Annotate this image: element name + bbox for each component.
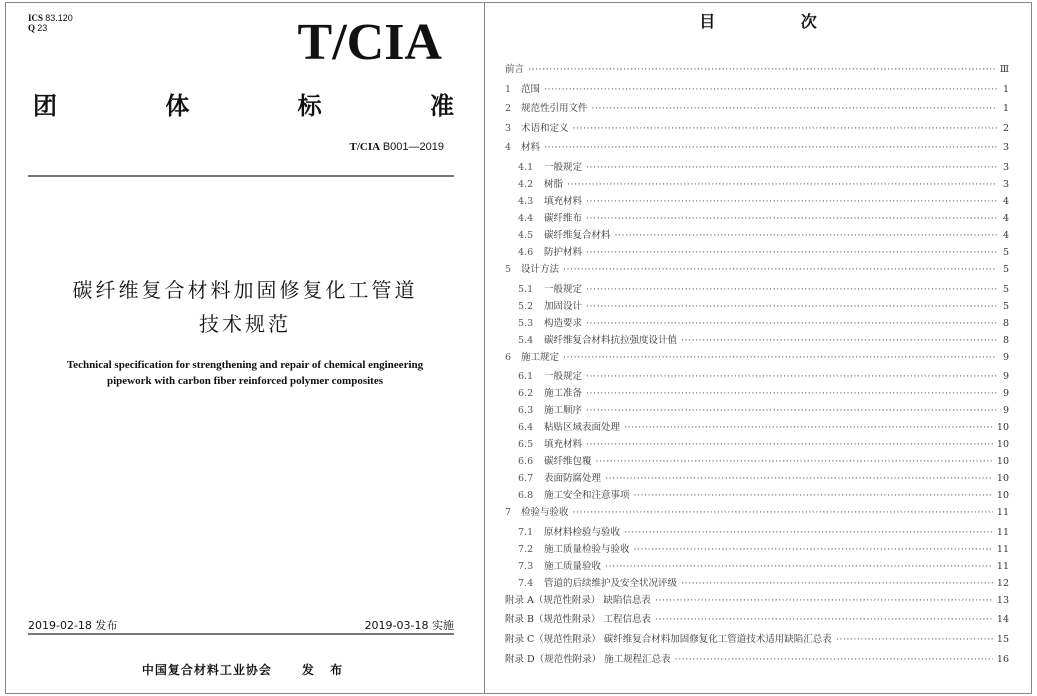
ics-code: 83.120 [45, 13, 73, 23]
toc-entry-page: 5 [1002, 263, 1009, 275]
publish-word: 发 布 [301, 663, 349, 677]
toc-entry-number: 6.8 [518, 490, 534, 502]
q-label: Q [28, 23, 36, 33]
leader-dots [605, 561, 993, 572]
toc-entry-label: 碳纤维包覆 [544, 456, 592, 468]
leader-dots [586, 284, 997, 295]
toc-entry-page: 1 [1002, 103, 1009, 115]
toc-entry-label: 表面防腐处理 [544, 473, 602, 485]
toc-entry-number: 6.5 [518, 439, 534, 451]
toc-entry-label: 原材料检验与验收 [544, 526, 621, 538]
toc-entry[interactable] [505, 81, 1009, 101]
leader-dots [675, 654, 993, 665]
toc-entry-page: 8 [1002, 317, 1009, 329]
toc-entry-label: 填充材料 [544, 439, 583, 451]
toc-entry-number: 6.7 [518, 473, 534, 485]
toc-entry-label: 施工顺序 [544, 405, 583, 417]
leader-dots [586, 318, 997, 329]
toc-entry-label: 一般规定 [544, 161, 583, 173]
category-char: 团 [33, 92, 57, 120]
leader-dots [586, 196, 997, 207]
leader-dots [624, 422, 993, 433]
toc-entry[interactable] [505, 436, 1009, 453]
toc-entry-number: 7.4 [518, 577, 534, 589]
toc-entry-label: 施工质量验收 [544, 560, 602, 572]
toc-entry-label: 材料 [521, 142, 541, 154]
toc-entry[interactable] [505, 558, 1009, 575]
leader-dots [655, 614, 993, 625]
toc-entry-label: 施工规定 [521, 351, 560, 363]
ics-label: ICS [28, 13, 44, 23]
toc-entry-label: 检验与验收 [521, 507, 569, 519]
toc-entry-label: 管道的后续维护及安全状况评级 [544, 577, 678, 589]
classification-codes [28, 13, 73, 33]
toc-entry-page: 16 [996, 653, 1009, 665]
toc-entry[interactable] [505, 487, 1009, 504]
standard-prefix: T/CIA [349, 141, 381, 153]
toc-entry-label: 附录 B（规范性附录） 工程信息表 [505, 614, 652, 626]
toc-entry-label: 树脂 [544, 178, 564, 190]
toc-title: 目 次 [699, 12, 857, 31]
toc-entry-number: 1 [505, 83, 512, 95]
toc-entry[interactable] [505, 210, 1009, 227]
toc-entry-page: 11 [996, 526, 1009, 538]
toc-entry[interactable] [505, 176, 1009, 193]
toc-entry-label: 术语和定义 [521, 122, 569, 134]
toc-entry[interactable] [505, 61, 1009, 81]
leader-dots [586, 405, 997, 416]
toc-page [484, 2, 1032, 694]
title-cn-line1: 碳纤维复合材料加固修复化工管道 [72, 278, 418, 302]
toc-entry-label: 前言 [505, 64, 525, 75]
cover-page [5, 2, 485, 694]
toc-entry-label: 规范性引用文件 [521, 103, 588, 115]
toc-entry-number: 6.4 [518, 422, 534, 434]
toc-entry-label: 一般规定 [544, 371, 583, 383]
standard-code: B001—2019 [382, 141, 444, 153]
toc-entry-page: 11 [996, 560, 1009, 572]
leader-dots [528, 64, 996, 75]
toc-entry[interactable] [505, 592, 1009, 612]
toc-entry[interactable] [505, 504, 1009, 524]
leader-dots [681, 578, 993, 589]
toc-entry-label: 加固设计 [544, 300, 583, 312]
q-code: 23 [37, 23, 48, 33]
toc-entry-page: 4 [1002, 229, 1009, 241]
leader-dots [563, 264, 997, 275]
leader-dots [586, 439, 993, 450]
leader-dots [573, 507, 993, 518]
toc-entry-number: 4.5 [518, 229, 534, 241]
toc-entry-page: 10 [996, 422, 1009, 434]
leader-dots [634, 490, 993, 501]
toc-entry-label: 范围 [521, 83, 541, 95]
toc-entry-number: 6.1 [518, 371, 534, 383]
toc-entry-number: 3 [505, 122, 512, 134]
dates-row [28, 617, 454, 633]
title-cn-line2: 技术规范 [199, 312, 291, 336]
toc-entry-label: 碳纤维复合材料抗拉强度设计值 [544, 334, 678, 346]
toc-entry-label: 碳纤维复合材料 [544, 229, 611, 241]
toc-entry-page: 4 [1002, 212, 1009, 224]
toc-entry-page: 2 [1002, 122, 1009, 134]
toc-entry-page: 5 [1002, 246, 1009, 258]
toc-entry-number: 5.3 [518, 317, 534, 329]
toc-entry-page: 12 [996, 577, 1009, 589]
toc-entry-page: 5 [1002, 283, 1009, 295]
toc-entry[interactable] [505, 385, 1009, 402]
toc-entry-page: 11 [996, 543, 1009, 555]
toc-entry-label: 碳纤维布 [544, 212, 583, 224]
leader-dots [655, 595, 993, 606]
leader-dots [573, 123, 997, 134]
implement-date: 2019-03-18 实施 [364, 619, 454, 632]
leader-dots [836, 634, 993, 645]
toc-entry-number: 7.1 [518, 526, 534, 538]
toc-entry-page: 9 [1002, 351, 1009, 363]
toc-entry-label: 设计方法 [521, 263, 560, 275]
toc-entry-number: 6 [505, 351, 512, 363]
leader-dots [586, 162, 997, 173]
leader-dots [586, 301, 997, 312]
toc-entry-page: 14 [996, 614, 1009, 626]
toc-entry-number: 6.3 [518, 405, 534, 417]
toc-entry-label: 粘贴区域表面处理 [544, 422, 621, 434]
toc-entry[interactable] [505, 651, 1009, 671]
toc-entry-page: 1 [1002, 83, 1009, 95]
leader-dots [544, 84, 997, 95]
toc-entry[interactable] [505, 575, 1009, 592]
toc-entry-page: 15 [996, 633, 1009, 645]
toc-entry[interactable] [505, 193, 1009, 210]
toc-entry-number: 5.1 [518, 283, 534, 295]
toc-entry-page: 9 [1002, 388, 1009, 400]
leader-dots [586, 213, 997, 224]
toc-entry[interactable] [505, 470, 1009, 487]
toc-entry-page: 4 [1002, 195, 1009, 207]
title-en-line1: Technical specification for strengthening and repair of chemical engineering [66, 359, 424, 371]
toc-entry-label: 一般规定 [544, 283, 583, 295]
toc-entry-label: 附录 A（规范性附录） 缺陷信息表 [505, 594, 651, 606]
toc-entry-label: 填充材料 [544, 195, 583, 207]
toc-entry-label: 施工准备 [544, 388, 583, 400]
toc-entry[interactable] [505, 100, 1009, 120]
leader-dots [563, 352, 997, 363]
toc-entry[interactable] [505, 541, 1009, 558]
toc-entry-label: 施工质量检验与验收 [544, 543, 630, 555]
category-char: 标 [297, 92, 322, 120]
leader-dots [605, 473, 993, 484]
publisher-line [6, 661, 484, 678]
toc-entry-number: 5.4 [518, 334, 534, 346]
toc-entry-number: 5.2 [518, 300, 534, 312]
toc-entry-page: 3 [1002, 161, 1009, 173]
divider [28, 175, 454, 177]
toc-entry-page: 3 [1002, 178, 1009, 190]
toc-entry-page: 10 [996, 473, 1009, 485]
leader-dots [624, 527, 993, 538]
toc-entry-page: 9 [1002, 371, 1009, 383]
leader-dots [586, 371, 997, 382]
toc-entry-label: 附录 D（规范性附录） 施工规程汇总表 [505, 653, 671, 665]
toc-entry-page: 3 [1002, 142, 1009, 154]
toc-entry-page: 11 [996, 507, 1009, 519]
leader-dots [615, 230, 997, 241]
toc-entry-page: 8 [1002, 334, 1009, 346]
toc-entry-page: 10 [996, 456, 1009, 468]
toc-entry-number: 7 [505, 507, 512, 519]
toc-entry[interactable] [505, 419, 1009, 436]
toc-entry[interactable] [505, 227, 1009, 244]
toc-entry[interactable] [505, 139, 1009, 159]
toc-entry-page: 13 [996, 594, 1009, 606]
toc-entry[interactable] [505, 120, 1009, 140]
toc-entry[interactable] [505, 402, 1009, 419]
toc-entry[interactable] [505, 159, 1009, 176]
toc-entry[interactable] [505, 332, 1009, 349]
toc-entry-label: 施工安全和注意事项 [544, 490, 630, 502]
leader-dots [634, 544, 993, 555]
toc-entry[interactable] [505, 281, 1009, 298]
toc-entry[interactable] [505, 631, 1009, 651]
toc-entry-number: 7.3 [518, 560, 534, 572]
toc-entry[interactable] [505, 298, 1009, 315]
toc-entry-number: 7.2 [518, 543, 534, 555]
toc-entry-page: 10 [996, 490, 1009, 502]
toc-entry[interactable] [505, 453, 1009, 470]
toc-entry[interactable] [505, 611, 1009, 631]
toc-entry-page: 9 [1002, 405, 1009, 417]
toc-entry-number: 4.4 [518, 212, 534, 224]
toc-list [505, 61, 1009, 670]
standard-category [33, 91, 454, 121]
leader-dots [681, 335, 997, 346]
toc-entry-page: 10 [996, 439, 1009, 451]
toc-entry-number: 4 [505, 142, 512, 154]
category-char: 体 [165, 92, 190, 120]
toc-entry[interactable] [505, 315, 1009, 332]
toc-entry-number: 4.6 [518, 246, 534, 258]
category-char: 准 [429, 92, 454, 120]
divider [28, 633, 454, 635]
toc-entry-page: 5 [1002, 300, 1009, 312]
toc-entry-number: 6.2 [518, 388, 534, 400]
toc-entry-label: 防护材料 [544, 246, 583, 258]
toc-entry-number: 5 [505, 263, 512, 275]
toc-entry[interactable] [505, 524, 1009, 541]
toc-entry-number: 4.3 [518, 195, 534, 207]
toc-entry-page: Ⅲ [999, 64, 1009, 75]
standard-number [350, 141, 444, 153]
toc-entry[interactable] [505, 244, 1009, 261]
toc-entry[interactable] [505, 368, 1009, 385]
leader-dots [544, 142, 997, 153]
toc-entry-number: 4.1 [518, 161, 534, 173]
title-en-line2: pipework with carbon fiber reinforced polymer composites [107, 375, 383, 387]
toc-entry[interactable] [505, 261, 1009, 281]
toc-entry-number: 2 [505, 103, 512, 115]
leader-dots [586, 388, 997, 399]
toc-entry[interactable] [505, 349, 1009, 369]
leader-dots [586, 247, 997, 258]
leader-dots [567, 179, 997, 190]
toc-entry-number: 6.6 [518, 456, 534, 468]
publisher-name: 中国复合材料工业协会 [141, 663, 272, 677]
toc-entry-number: 4.2 [518, 178, 534, 190]
organization-logo: T/CIA [297, 14, 442, 71]
toc-entry-label: 附录 C（规范性附录） 碳纤维复合材料加固修复化工管道技术适用缺陷汇总表 [505, 633, 832, 645]
issue-date: 2019-02-18 发布 [28, 619, 118, 632]
toc-entry-label: 构造要求 [544, 317, 583, 329]
leader-dots [596, 456, 993, 467]
leader-dots [592, 103, 997, 114]
